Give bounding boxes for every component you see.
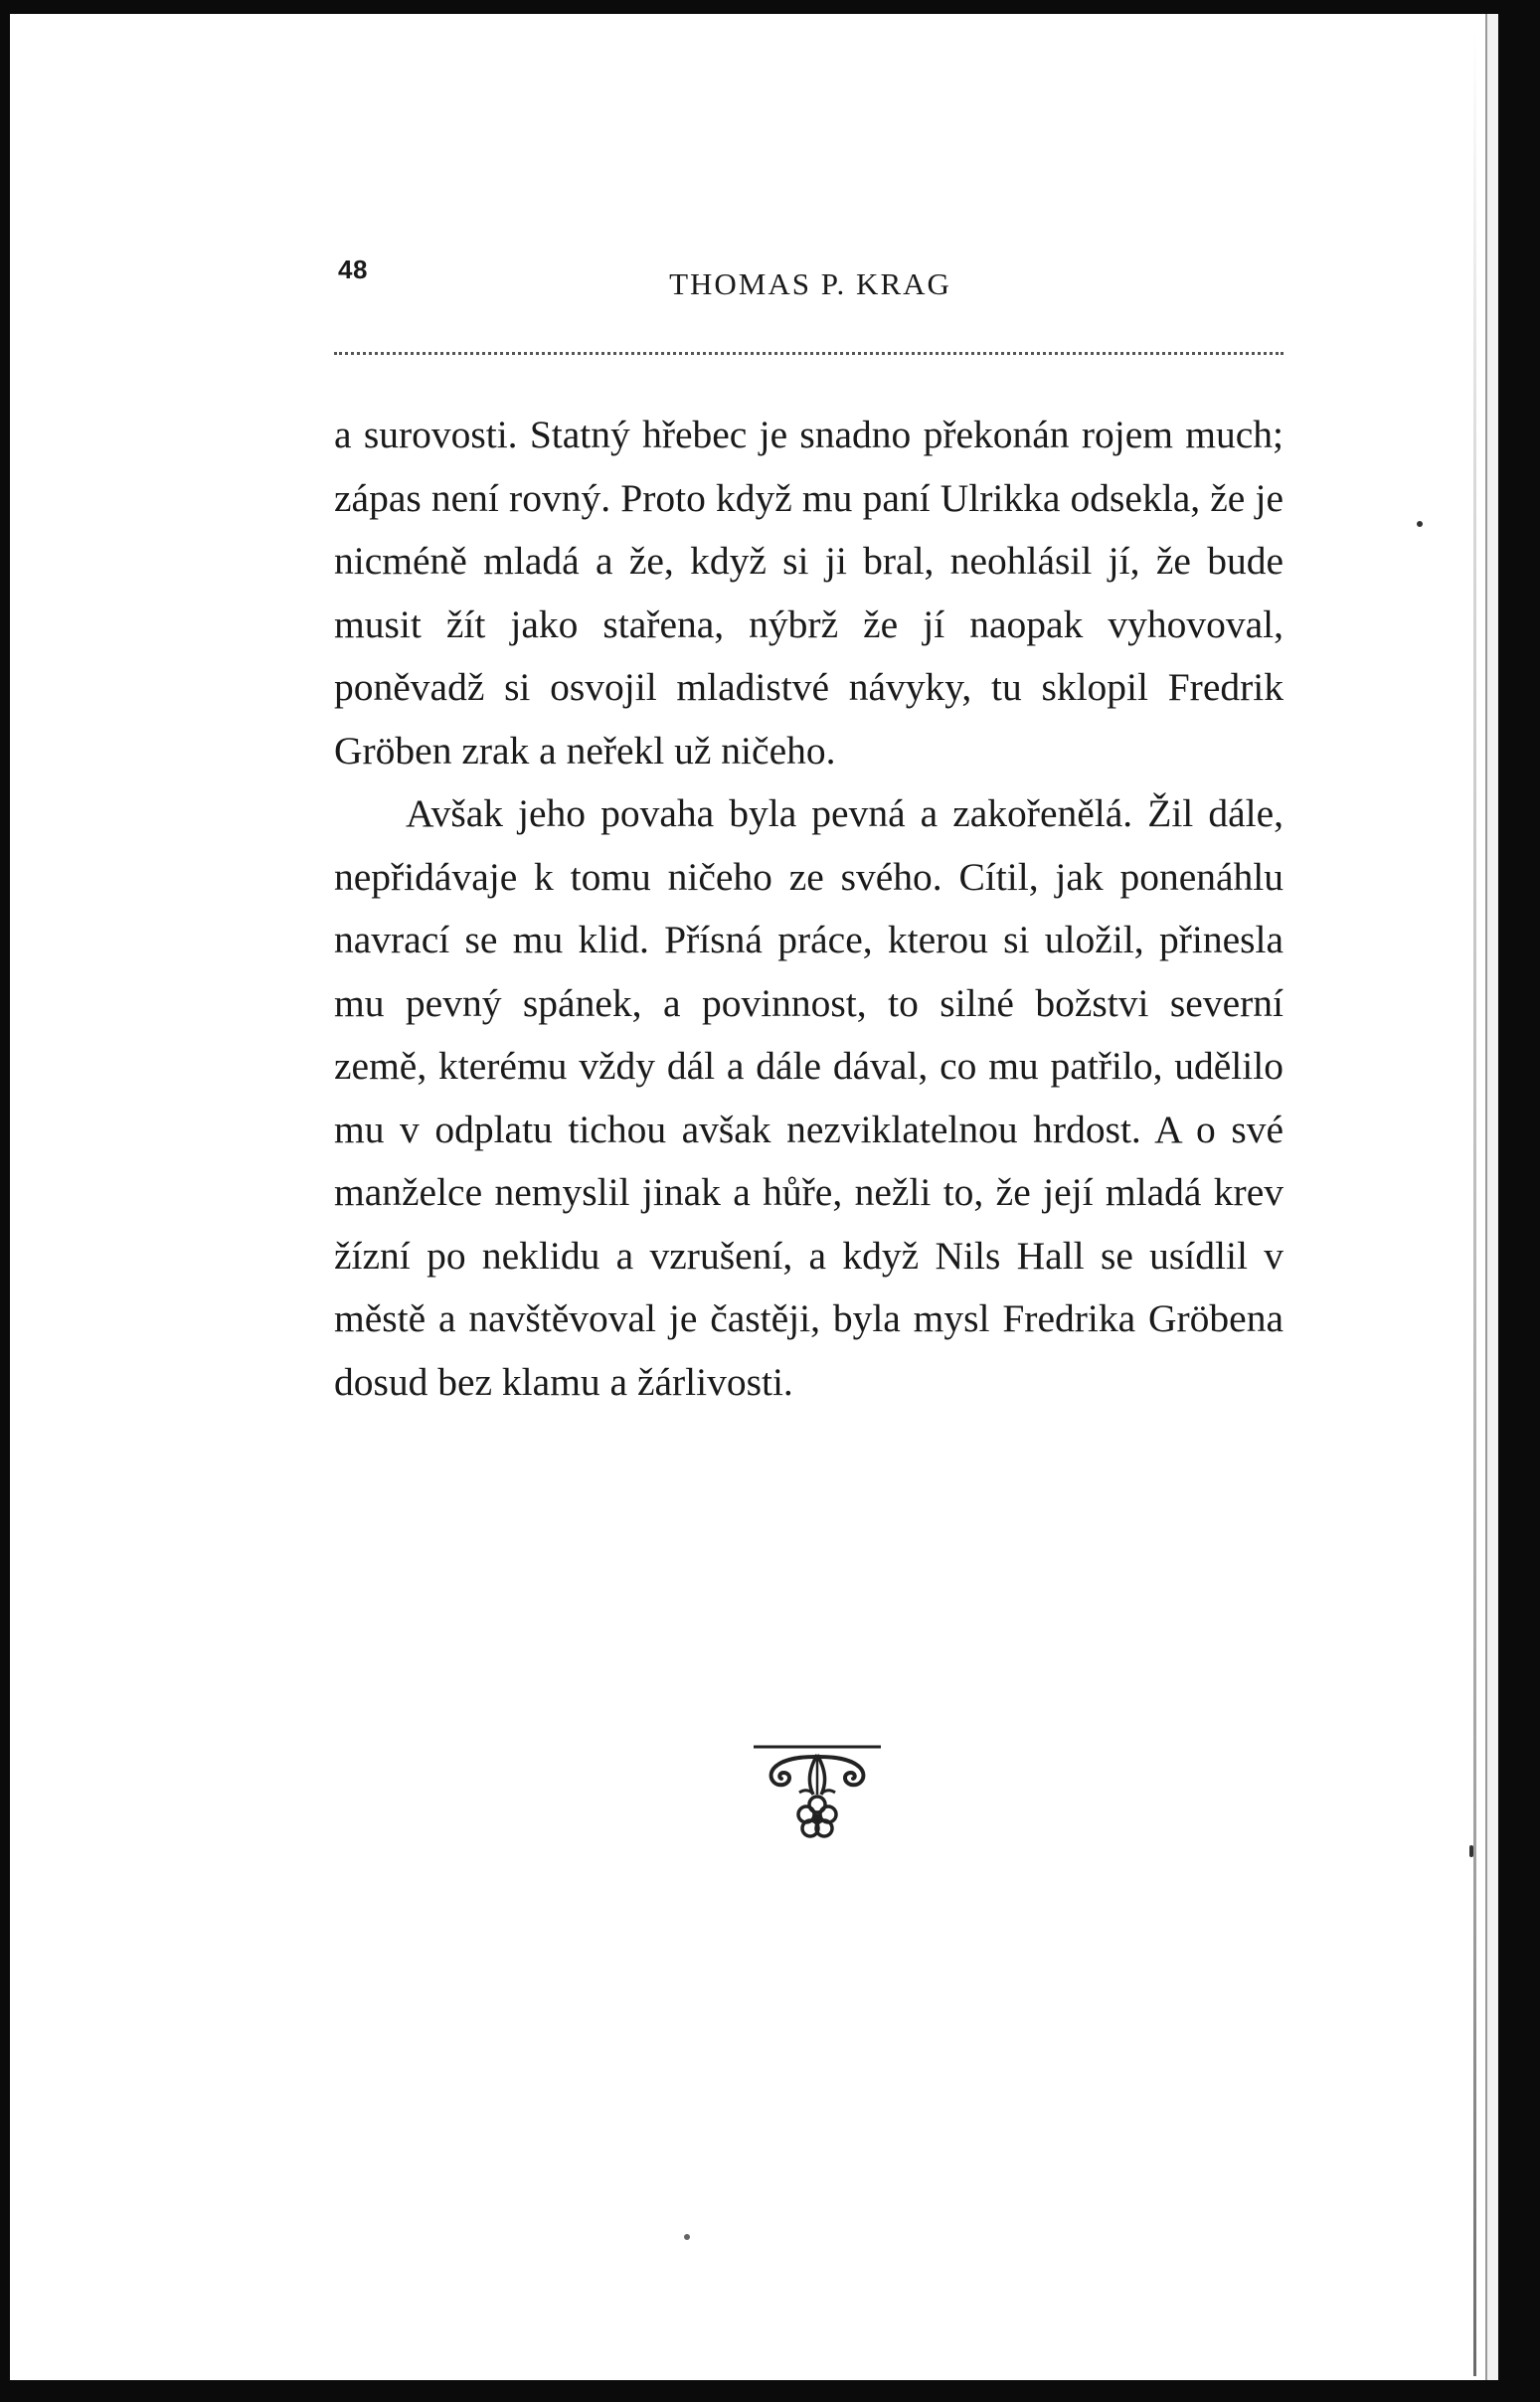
- gutter-shadow: [1473, 30, 1476, 2376]
- floral-tailpiece-icon: [752, 1743, 883, 1852]
- scan-border-left: [0, 0, 10, 2402]
- scan-speck: [684, 2234, 690, 2240]
- paragraph-1: a surovosti. Statný hřebec je snadno překonán rojem much; zápas není rovný. Proto když mu paní Ulrikka odsekla, že je nicméně mladá a že, když si ji bral, neohlásil jí, že bude musit žít jako stařena, nýbrž že jí naopak vyhovoval, poněvadž si osvojil mladistvé návyky, tu sklopil Fredrik Gröben zrak a neřekl už ničeho.: [334, 413, 1283, 772]
- scan-border-bottom: [0, 2380, 1540, 2402]
- page-edge: [1485, 14, 1498, 2380]
- page-number: 48: [338, 255, 368, 284]
- header-rule: [334, 352, 1283, 355]
- running-head: THOMAS P. KRAG: [669, 266, 951, 301]
- scan-border-right: [1496, 0, 1540, 2402]
- paragraph-2: Avšak jeho povaha byla pevná a zakořenělá. Žil dále, nepřidávaje k tomu ničeho ze svého. Cítil, jak ponenáhlu navrací se mu klid. Přísná práce, kterou si uložil, přinesla mu pevný spánek, a povinnost, to silné božstvi severní země, kterému vždy dál a dále dával, co mu patřilo, udělilo mu v odplatu tichou avšak nezviklatelnou hrdost. A o své manželce nemyslil jinak a hůře, nežli to, že její mladá krev žízní po neklidu a vzrušení, a když Nils Hall se usídlil v městě a navštěvoval je častěji, byla mysl Fredrika Gröbena dosud bez klamu a žárlivosti.: [334, 791, 1283, 1404]
- scan-speck: [1469, 1845, 1473, 1857]
- scan-speck: [1417, 521, 1423, 527]
- scan-border-top: [0, 0, 1540, 14]
- body-text: [334, 404, 1283, 1414]
